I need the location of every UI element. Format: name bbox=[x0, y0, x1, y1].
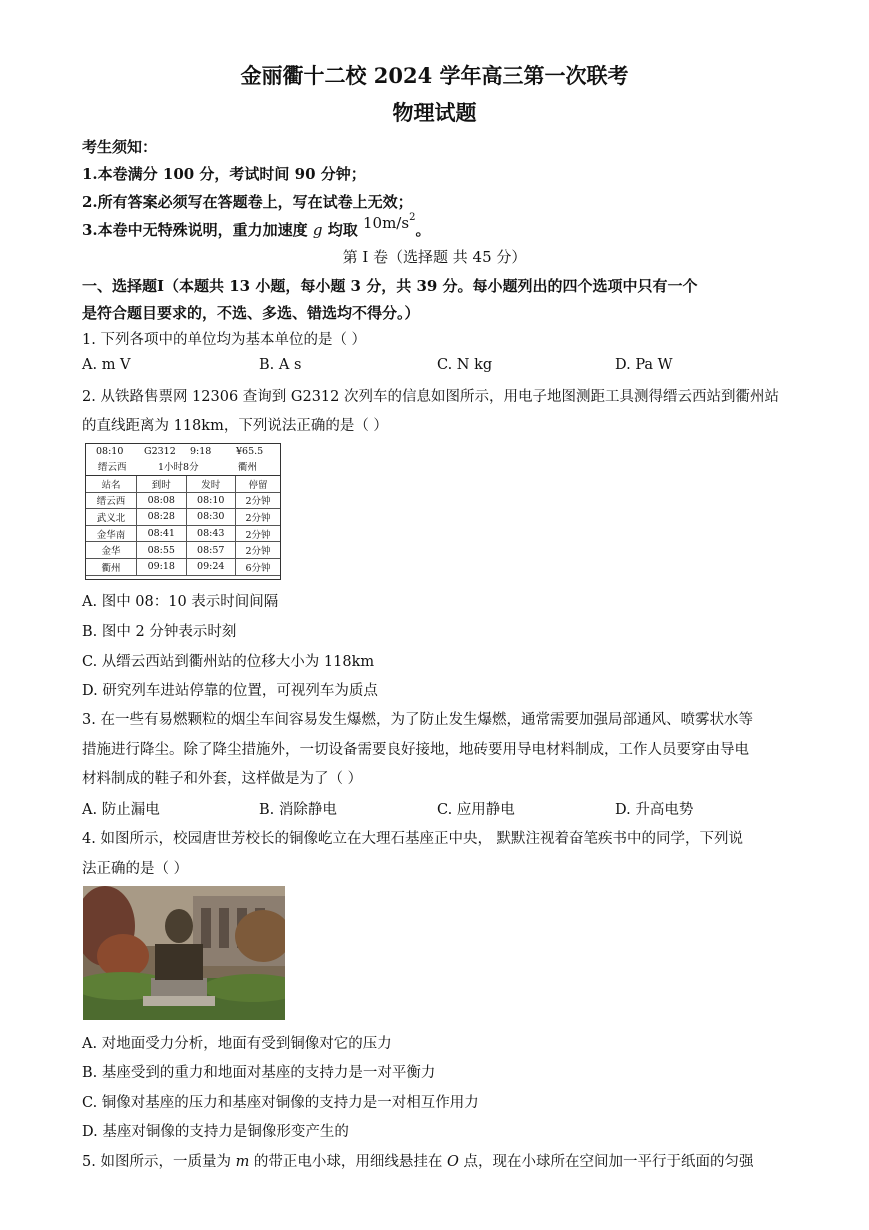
q3-option-a: A. 防止漏电 bbox=[82, 802, 160, 818]
ticket-price: ¥65.5 bbox=[236, 446, 264, 457]
ticket-to-station: 衢州 bbox=[238, 462, 258, 473]
q3-stem-3: 材料制成的鞋子和外套，这样做是为了（ ） bbox=[82, 771, 363, 787]
table-cell: 衢州 bbox=[86, 558, 137, 575]
table-cell: 武义北 bbox=[86, 509, 137, 526]
ticket-arr-time: 9:18 bbox=[190, 446, 212, 457]
q5-mass-var: m bbox=[235, 1154, 250, 1170]
q4-option-c: C. 铜像对基座的压力和基座对铜像的支持力是一对相互作用力 bbox=[82, 1095, 479, 1111]
q4-option-b: B. 基座受到的重力和地面对基座的支持力是一对平衡力 bbox=[82, 1065, 436, 1081]
q1-option-d: D. Pa W bbox=[615, 357, 673, 373]
q5-stem bbox=[82, 1150, 754, 1171]
statue-photo-illustration bbox=[83, 886, 285, 1020]
q1-stem: 1. 下列各项中的单位均为基本单位的是（ ） bbox=[82, 332, 367, 348]
table-cell: 08:08 bbox=[137, 492, 186, 509]
header-cell: 发时 bbox=[186, 476, 235, 492]
q5-part-1: 5. 如图所示，一质量为 bbox=[82, 1154, 231, 1170]
q2-option-b: B. 图中 2 分钟表示时刻 bbox=[82, 624, 237, 640]
table-cell: 09:18 bbox=[137, 558, 186, 575]
unit-exponent: 2 bbox=[409, 212, 416, 223]
q1-option-b: B. A s bbox=[259, 357, 302, 373]
table-cell: 金华南 bbox=[86, 525, 137, 542]
table-cell: 08:10 bbox=[186, 492, 235, 509]
table-row bbox=[86, 509, 280, 526]
table-cell: 08:41 bbox=[137, 525, 186, 542]
header-cell: 停留 bbox=[235, 476, 280, 492]
part-1-heading: 第 Ⅰ 卷（选择题 共 45 分） bbox=[342, 248, 527, 266]
header-cell: 站名 bbox=[86, 476, 137, 492]
ticket-duration: 1小时8分 bbox=[158, 462, 199, 473]
table-cell: 缙云西 bbox=[86, 492, 137, 509]
q5-point-var: O bbox=[447, 1154, 459, 1170]
notice-item-3-end: 。 bbox=[415, 221, 431, 239]
table-cell: 08:57 bbox=[186, 542, 235, 559]
table-cell: 2分钟 bbox=[235, 525, 280, 542]
table-cell: 08:28 bbox=[137, 509, 186, 526]
q5-part-2: 的带正电小球，用细线悬挂在 bbox=[253, 1154, 443, 1170]
q1-option-a: A. m V bbox=[82, 357, 131, 373]
table-cell: 金华 bbox=[86, 542, 137, 559]
notice-item-3-mid: 均取 bbox=[327, 221, 358, 239]
table-row bbox=[86, 542, 280, 559]
q2-stem-2: 的直线距离为 118km，下列说法正确的是（ ） bbox=[82, 418, 388, 434]
unit-text: 10m/s bbox=[363, 214, 410, 232]
notice-item-1: 1.本卷满分 100 分，考试时间 90 分钟； bbox=[82, 165, 366, 183]
ticket-header bbox=[86, 444, 280, 476]
notice-item-2: 2.所有答案必须写在答题卷上，写在试卷上无效； bbox=[82, 193, 413, 211]
q5-part-3: 点，现在小球所在空间加一平行于纸面的匀强 bbox=[463, 1154, 754, 1170]
table-cell: 2分钟 bbox=[235, 492, 280, 509]
ticket-dep-time: 08:10 bbox=[96, 446, 124, 457]
table-row bbox=[86, 558, 280, 575]
table-cell: 09:24 bbox=[186, 558, 235, 575]
q4-stem-2: 法正确的是（ ） bbox=[82, 861, 189, 877]
notice-item-3-var: g bbox=[312, 221, 323, 239]
q2-stem-1: 2. 从铁路售票网 12306 查询到 G2312 次列车的信息如图所示，用电子地图测距工具测得缙云西站到衢州站 bbox=[82, 389, 779, 405]
exam-title: 金丽衢十二校 2024 学年高三第一次联考 bbox=[240, 63, 629, 88]
notice-item-3 bbox=[82, 212, 431, 240]
exam-subtitle: 物理试题 bbox=[392, 100, 477, 125]
notice-item-3-prefix: 3.本卷中无特殊说明，重力加速度 bbox=[82, 221, 308, 239]
q3-option-d: D. 升高电势 bbox=[615, 802, 694, 818]
train-ticket-figure bbox=[85, 443, 281, 580]
bronze-statue-photo bbox=[83, 886, 285, 1020]
q3-stem-1: 3. 在一些有易燃颗粒的烟尘车间容易发生爆燃，为了防止发生爆燃，通常需要加强局部通风、喷雾状水等 bbox=[82, 712, 753, 728]
ticket-train-no: G2312 bbox=[144, 446, 176, 457]
q4-option-d: D. 基座对铜像的支持力是铜像形变产生的 bbox=[82, 1124, 349, 1140]
table-row bbox=[86, 492, 280, 509]
table-cell: 2分钟 bbox=[235, 542, 280, 559]
q3-option-b: B. 消除静电 bbox=[259, 802, 337, 818]
q3-option-c: C. 应用静电 bbox=[437, 802, 515, 818]
table-cell: 2分钟 bbox=[235, 509, 280, 526]
table-cell: 08:30 bbox=[186, 509, 235, 526]
section-1-line-2: 是符合题目要求的，不选、多选、错选均不得分。） bbox=[82, 304, 420, 322]
table-cell: 08:55 bbox=[137, 542, 186, 559]
q2-option-d: D. 研究列车进站停靠的位置，可视列车为质点 bbox=[82, 683, 378, 699]
notice-heading: 考生须知： bbox=[82, 138, 158, 156]
table-header-row bbox=[86, 476, 280, 492]
ticket-schedule-table bbox=[86, 476, 280, 576]
section-1-line-1: 一、选择题Ⅰ（本题共 13 小题，每小题 3 分，共 39 分。每小题列出的四个选项中只有一个 bbox=[82, 277, 698, 295]
q2-option-a: A. 图中 08：10 表示时间间隔 bbox=[82, 594, 279, 610]
q1-option-c: C. N kg bbox=[437, 357, 493, 373]
header-cell: 到时 bbox=[137, 476, 186, 492]
q3-stem-2: 措施进行降尘。除了降尘措施外，一切设备需要良好接地，地砖要用导电材料制成，工作人员要穿由导电 bbox=[82, 742, 749, 758]
q2-option-c: C. 从缙云西站到衢州站的位移大小为 118km bbox=[82, 654, 375, 670]
ticket-from-station: 缙云西 bbox=[98, 462, 127, 473]
q4-stem-1: 4. 如图所示，校园唐世芳校长的铜像屹立在大理石基座正中央， 默默注视着奋笔疾书中的同学，下列说 bbox=[82, 831, 744, 847]
notice-item-3-unit bbox=[363, 214, 415, 232]
table-cell: 6分钟 bbox=[235, 558, 280, 575]
table-row bbox=[86, 525, 280, 542]
table-cell: 08:43 bbox=[186, 525, 235, 542]
q4-option-a: A. 对地面受力分析，地面有受到铜像对它的压力 bbox=[82, 1036, 392, 1052]
